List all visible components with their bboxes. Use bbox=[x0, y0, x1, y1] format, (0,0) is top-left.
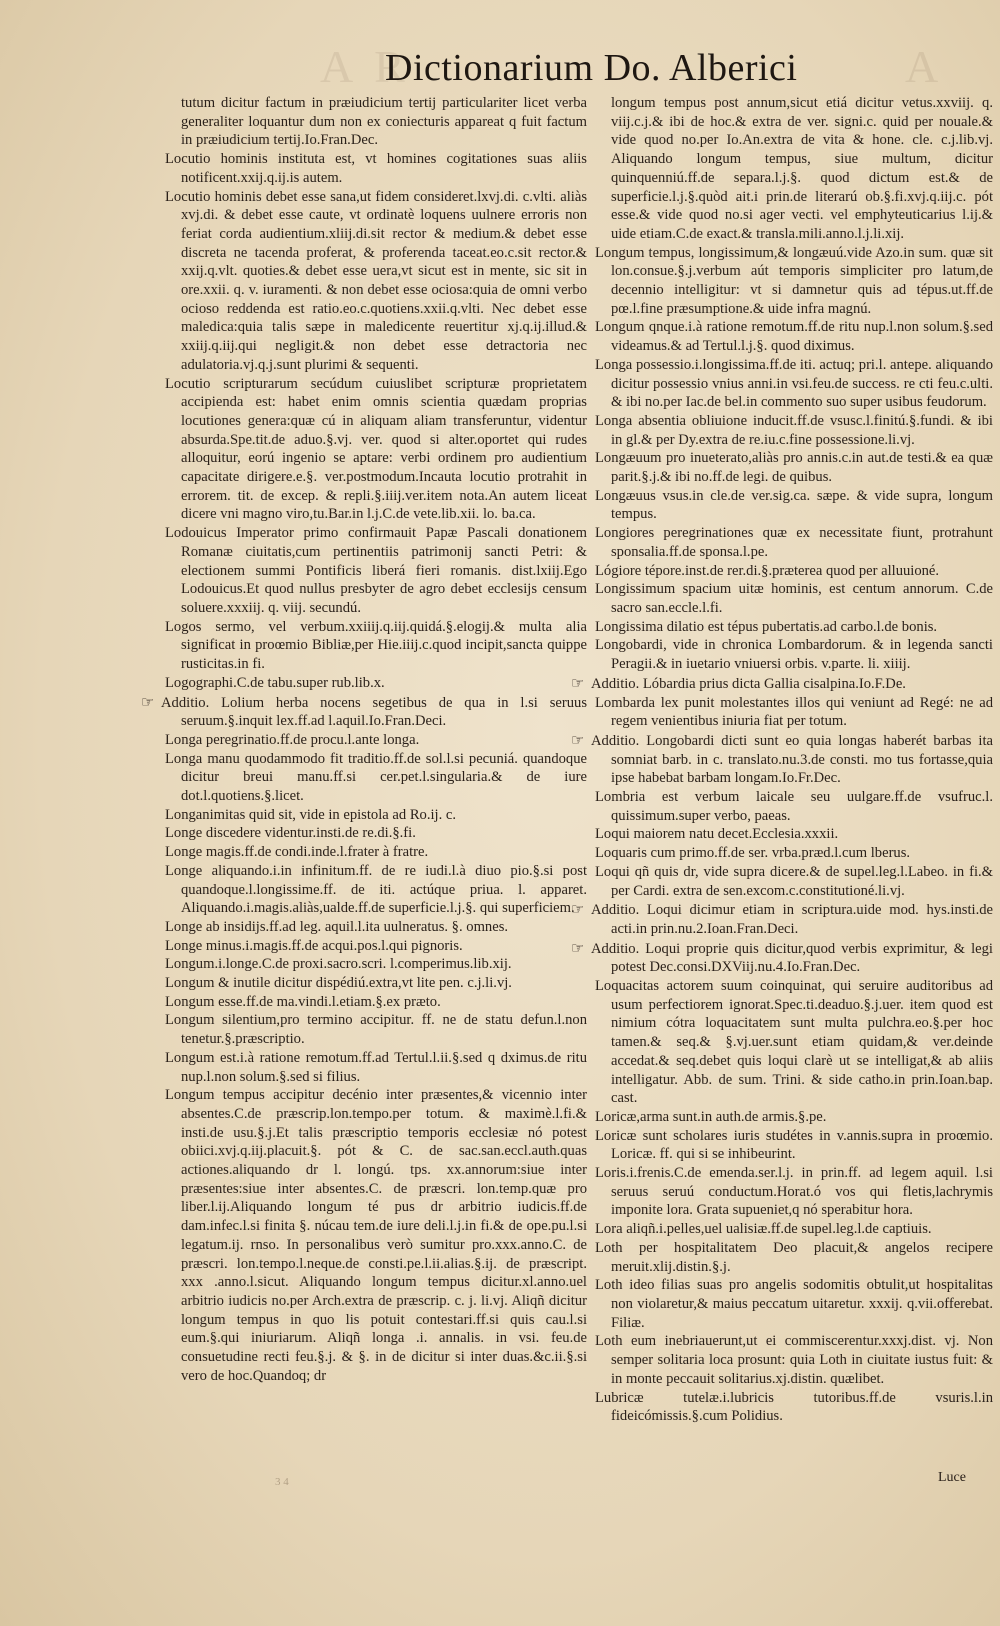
entry-text: Loquaris cum primo.ff.de ser. vrba.præd.l.cum lberus. bbox=[595, 845, 911, 862]
dictionary-entry bbox=[595, 977, 993, 1108]
entry-text: Loricæ sunt scholares iuris studétes in v.annis.supra in proœmio. Loricæ. ff. qui si se inhibeurint. bbox=[595, 1127, 993, 1163]
dictionary-entry bbox=[595, 487, 993, 524]
additio-entry: ☞ Additio. Longobardi dicti sunt eo quia longas haberét barbas ita somniat barb. in c. translato.nu.3.de consti. mo tus fortasse,quia ipse habebat barbam longam.Io.Fr.Dec. bbox=[571, 730, 993, 787]
left-column bbox=[141, 94, 587, 1386]
entry-text: Loth ideo filias suas pro angelis sodomitis obtulit,ut hospitalitas non violaretur,& maius peccatum uitaretur. xxxij. q.vii.offerebat. Filiæ. bbox=[595, 1277, 993, 1331]
show-through-text-right: A bbox=[905, 41, 945, 92]
dictionary-entry bbox=[595, 449, 993, 486]
entry-text: Additio. Loqui proprie quis dicitur,quod verbis exprimitur, & legi potest Dec.consi.DXViij.nu.4.Io.Fran.Dec. bbox=[591, 940, 993, 976]
additio-entry: ☞ Additio. Lolium herba nocens segetibus de qua in l.si seruus seruum.§.inquit lex.ff.ad l.aquil.Io.Fran.Deci. bbox=[141, 692, 587, 730]
dictionary-entry bbox=[165, 188, 587, 375]
dictionary-entry bbox=[595, 580, 993, 617]
catchword: Luce bbox=[938, 1470, 966, 1485]
entry-text: Longe minus.i.magis.ff.de acqui.pos.l.qui pignoris. bbox=[165, 937, 463, 954]
dictionary-entry bbox=[595, 788, 993, 825]
entry-text: longum tempus post annum,sicut etiá dicitur vetus.xxviij. q. viij.c.j.& ibi de hoc.& extra de ver. signi.c. quid per nouale.& vide quod no.per Io.An.extra de vita & hone. cle. c.j.lib.vj. Aliquando longum tempus, siue multum, dicitur quinquenniú.ff.de separa.l.j.§. quod dictum est.& de superficie.l.j.§.quòd ait.i prin.de literarú ob.§.fi.xvj.q.iij.c. pót esse.& vide quod no.si ager vecti. vel emphyteuticarius l.ij.& uide etiam.C.de exact.& transla.mili.anno.l.j.li.xij. bbox=[611, 95, 993, 242]
dictionary-entry bbox=[165, 974, 587, 993]
dictionary-entry bbox=[595, 694, 993, 731]
entry-text: tutum dicitur factum in præiudicium tertij particulariter licet verba generaliter loquantur dum non ex coniecturis appareat q fuit factum in præiudicium tertij.Io.Fran.Dec. bbox=[181, 95, 587, 149]
entry-text: Longe aliquando.i.in infinitum.ff. de re iudi.l.à diuo pio.§.si post quandoque.l.longissime.ff. de iti. actúque priua. l. apparet. Aliquando.i.magis.aliàs,ualde.ff.de superficie.l.j.§. qui superficiem. bbox=[165, 862, 587, 917]
dictionary-entry bbox=[165, 993, 587, 1012]
dictionary-entry bbox=[595, 1332, 993, 1388]
entry-text: Logos sermo, vel verbum.xxiiij.q.iij.quidá.§.elogij.& multa alia significat in proœmio Bibliæ,per Hie.iiij.c.quod incipit,sancta quippe rusticitas.in fi. bbox=[165, 618, 587, 673]
entry-text: Longum esse.ff.de ma.vindi.l.etiam.§.ex præto. bbox=[165, 993, 441, 1010]
dictionary-entry bbox=[595, 356, 993, 412]
entry-text: Longæuum pro inueterato,aliàs pro annis.c.in aut.de testi.& ea quæ parit.§.j.& ibi no.ff.de legi. de quibus. bbox=[595, 450, 993, 486]
dictionary-entry bbox=[595, 1389, 993, 1426]
continued-entry bbox=[595, 94, 993, 244]
right-column bbox=[571, 94, 993, 1426]
dictionary-entry bbox=[165, 862, 587, 918]
entry-text: Longum tempus, longissimum,& longæuú.vide Azo.in sum. quæ sit lon.consue.§.j.verbum aút temporis simpliciter pro latum,de decennio intelligitur: vt si damnetur quis ad tépus.ut.ff.de pœ.l.fine præsumptione.& uide infra magnú. bbox=[595, 244, 993, 317]
dictionary-entry bbox=[595, 1276, 993, 1332]
entry-text: Locutio hominis debet esse sana,ut fidem consideret.lxvj.di. c.vlti. aliàs xvj.di. & debet esse caute, vt ordinatè loquens uulnere erroris non feriat corda audientium.xliij.di.sit rector & medium.& debet esse discreta ne tacenda proferat, & proferenda taceat.eo.c.sit rector.& xxij.q.vlt. quoties.& debet esse uera,vt sicut est in mente, sic sit in ore.xxii. q. v. iuramenti. & non debet esse ociosa:quia de omni verbo ocioso reddenda est ratio.eo.c.quotiens.xxii.q.vlti. Nec debet esse maledica:quia talis sæpe in maledicente reuertitur xj.q.ij.illud.& xxiij.q.iij.qui negligit.& non debet esse detractoria nec adulatoria.vj.q.j.sunt plurimi & sequenti. bbox=[165, 188, 587, 373]
dictionary-entry bbox=[165, 674, 587, 693]
entry-text: Longobardi, vide in chronica Lombardorum. & in legenda sancti Peragii.& in iuetario vniuersi orbis. v.parte. li. xiiij. bbox=[595, 637, 993, 673]
entry-text: Longissima dilatio est tépus pubertatis.ad carbo.l.de bonis. bbox=[595, 618, 938, 635]
entry-text: Longa manu quodammodo fit traditio.ff.de sol.l.si pecuniá. quandoque dicitur breui manu.ff.si cer.pet.l.singularia.& de iure dot.l.quotiens.§.licet. bbox=[165, 750, 587, 805]
dictionary-entry bbox=[165, 918, 587, 937]
folio-mark: 3 4 bbox=[275, 1476, 289, 1488]
entry-text: Loqui qñ quis dr, vide supra dicere.& de supel.leg.l.Labeo. in fi.& per Cardi. extra de sen.excom.c.constitutioné.li.vj. bbox=[595, 863, 993, 899]
additio-entry: ☞ Additio. Loqui proprie quis dicitur,quod verbis exprimitur, & legi potest Dec.consi.DXViij.nu.4.Io.Fran.Dec. bbox=[571, 938, 993, 976]
dictionary-entry bbox=[595, 1127, 993, 1164]
dictionary-entry bbox=[165, 150, 587, 187]
dictionary-entry bbox=[595, 244, 993, 319]
entry-text: Loth per hospitalitatem Deo placuit,& angelos recipere meruit.xlij.distin.§.j. bbox=[595, 1239, 993, 1275]
dictionary-entry bbox=[595, 412, 993, 449]
dictionary-entry bbox=[595, 618, 993, 637]
running-header: Dictionarium Do. Alberici bbox=[385, 47, 798, 89]
dictionary-entry bbox=[165, 955, 587, 974]
entry-text: Lodouicus Imperator primo confirmauit Papæ Pascali donationem Romanæ ciuitatis,cum pertinentiis patrimonij sancti Petri: & electionem summi Pontificis liberá fieri romanis. dist.lxiij.Ego Lodouicus.Et quod nullus presbyter de agro debet ecclesijs censum soluere.xxxiij. q. viij. secundú. bbox=[165, 525, 587, 616]
dictionary-entry bbox=[165, 1086, 587, 1385]
entry-text: Longa absentia obliuione inducit.ff.de vsusc.l.finitú.§.fundi. & ibi in gl.& per Dy.extra de re.iu.c.fine possessione.li.vj. bbox=[595, 412, 993, 448]
entry-text: Longum.i.longe.C.de proxi.sacro.scri. l.comperimus.lib.xij. bbox=[165, 956, 512, 973]
entry-text: Loth eum inebriauerunt,ut ei commiscerentur.xxxj.dist. vj. Non semper solitaria loca prosunt: quia Loth in ciuitate iustus fuit: & in monte peccauit solitarius.xj.distin. quælibet. bbox=[595, 1333, 993, 1387]
dictionary-entry bbox=[595, 318, 993, 355]
entry-text: Lombarda lex punit molestantes illos qui veniunt ad Regé: ne ad regem venientibus iniuria fiat per totum. bbox=[595, 694, 993, 730]
entry-text: Loquacitas actorem suum coinquinat, qui seruire auditoribus ad usum perfectiorem ignorat.Spec.ti.deaduo.§.j.uer. item quod est nimium cótra loquacitatem sunt multa pulchra.eo.§.per hoc tamen.& seq.& §.vj.uer.sunt etiam quidam,& ver.deinde accedat.& seq.debet quis loqui clarè ut se intelligat,& ab aliis intelligatur. Abb. de sum. Trini. & side catho.in prin.Ioan.bap. cast. bbox=[595, 978, 993, 1107]
dictionary-entry bbox=[165, 843, 587, 862]
continued-entry bbox=[165, 94, 587, 150]
dictionary-entry bbox=[165, 824, 587, 843]
entry-text: Longe ab insidijs.ff.ad leg. aquil.l.ita uulneratus. §. omnes. bbox=[165, 918, 509, 935]
dictionary-entry bbox=[165, 937, 587, 956]
dictionary-entry bbox=[595, 1239, 993, 1276]
dictionary-entry bbox=[165, 1011, 587, 1048]
dictionary-entry bbox=[595, 863, 993, 900]
dictionary-entry bbox=[165, 375, 587, 525]
entry-text: Lubricæ tutelæ.i.lubricis tutoribus.ff.de vsuris.l.in fideicómissis.§.cum Polidius. bbox=[595, 1389, 993, 1425]
dictionary-entry bbox=[595, 1220, 993, 1239]
entry-text: Longe magis.ff.de condi.inde.l.frater à fratre. bbox=[165, 844, 429, 861]
entry-text: Longe discedere videntur.insti.de re.di.§.fi. bbox=[165, 825, 416, 842]
entry-text: Longum qnque.i.à ratione remotum.ff.de ritu nup.l.non solum.§.sed videamus.& ad Tertul.l.j.§. quod diximus. bbox=[595, 319, 993, 355]
entry-text: Longum & inutile dicitur dispédiú.extra,vt lite pen. c.j.li.vj. bbox=[165, 975, 512, 992]
dictionary-entry bbox=[165, 524, 587, 618]
show-through-text: A R bbox=[320, 41, 411, 92]
entry-text: Longæuus vsus.in cle.de ver.sig.ca. sæpe. & vide supra, longum tempus. bbox=[595, 487, 993, 523]
entry-text: Loris.i.frenis.C.de emenda.ser.l.j. in prin.ff. ad legem aquil. l.si seruus seruú conductum.Horat.ó vos qui fletis,lachrymis imponite lora. Grata supueniet,q nó sperabitur hora. bbox=[595, 1165, 993, 1219]
entry-text: Loqui maiorem natu decet.Ecclesia.xxxii. bbox=[595, 826, 839, 843]
dictionary-entry bbox=[595, 1164, 993, 1220]
entry-text: Additio. Lóbardia prius dicta Gallia cisalpina.Io.F.De. bbox=[591, 675, 906, 692]
entry-text: Additio. Lolium herba nocens segetibus de qua in l.si seruus seruum.§.inquit lex.ff.ad l.aquil.Io.Fran.Deci. bbox=[161, 694, 587, 730]
dictionary-entry bbox=[165, 731, 587, 750]
entry-text: Locutio scripturarum secúdum cuiuslibet scripturæ proprietatem accipienda est: habet enim omnis scientia quædam proprias locutiones genera:quæ cú in aliquam aliam transferuntur, videntur absurda.Spe.tit.de aduo.§.vj. ver. quod si alter.oportet qui rudes alloquitur, eorú ingenio se aptare: verbi ordinem pro audientium capacitate dirigere.e.§. ver.postmodum.Incauta locutio protrahit in errorem. tit. de excep. & repli.§.iiij.ver.item nota.An autem liceat dicere vni magno viro,tu.Bar.in l.j.C.de vete.lib.xii. lo. ba.ca. bbox=[165, 375, 587, 523]
entry-text: Lora aliqñ.i.pelles,uel ualisiæ.ff.de supel.leg.l.de captiuis. bbox=[595, 1221, 932, 1238]
entry-text: Logographi.C.de tabu.super rub.lib.x. bbox=[165, 674, 385, 691]
entry-text: Lombria est verbum laicale seu uulgare.ff.de vsufruc.l. quissimum.super verbo, paeas. bbox=[595, 789, 993, 824]
dictionary-entry bbox=[595, 562, 993, 581]
entry-text: Additio. Longobardi dicti sunt eo quia longas haberét barbas ita somniat barb. in c. translato.nu.3.de consti. mo tus fortasse,quia ipse habebat barbam longam.Io.Fr.Dec. bbox=[591, 732, 993, 787]
dictionary-entry bbox=[165, 806, 587, 825]
dictionary-entry bbox=[165, 618, 587, 674]
dictionary-entry bbox=[595, 636, 993, 673]
dictionary-entry bbox=[165, 1049, 587, 1086]
entry-text: Longanimitas quid sit, vide in epistola ad Ro.ij. c. bbox=[165, 806, 457, 823]
dictionary-entry bbox=[595, 844, 993, 863]
entry-text: Longum tempus accipitur decénio inter præsentes,& vicennio inter absentes.C.de præscrip.lon.tempo.per totum. & maximè.l.fi.& insti.de usu.§.j.Et talis præscriptio temporis ecclesiæ nó potest obiici.xvj.q.iij.placuit.§. pót & C. de sac.san.eccl.auth.quas actiones.aliquando dr l. longú. tps. xx.annorum:siue inter præsentes:siue inter absentes.C. de præscri. lon.temp.quæ pro liber.l.ij.Aliquando longum té pus dr arbitrio iudicis.ff.de dam.infec.l.si finita §. núcau tem.de iure deli.l.j.in fi.& de ope.pu.l.si legatum.ij. rnso. In personalibus verò sumitur pro.xxx.anno.C. de præscri. lon.tempo.l.neque.de consti.pe.l.ii.alias.§.ij. de præscript. xxx .anno.l.sicut. Aliquando longum tempus dicitur.xl.anno.uel arbitrio iudicis no.per Arch.extra de præscrip. c. j. li.vj. Aliqñ dicitur longum tempus in quo lis potuit contestari.ff.si quis cau.l.si eum.§.qui iniuriarum. Aliqñ longa .i. annalis. in vsi. feu.de consuetudine recti feu.§.j. & §. in de dicitur si inter duas.&c.ii.§.si vero de hoc.Quandoq; dr bbox=[165, 1087, 587, 1384]
entry-text: Locutio hominis instituta est, vt homines cogitationes suas aliis notificent.xxij.q.ij.is autem. bbox=[165, 151, 587, 186]
entry-text: Additio. Loqui dicimur etiam in scriptura.uide mod. hys.insti.de acti.in prin.nu.2.Ioan.Fran.Deci. bbox=[591, 902, 993, 937]
entry-text: Longum est.i.à ratione remotum.ff.ad Tertul.l.ii.§.sed q dximus.de ritu nup.l.non solum.§.sed si filius. bbox=[165, 1049, 587, 1085]
dictionary-entry bbox=[165, 750, 587, 806]
dictionary-entry bbox=[595, 1108, 993, 1127]
dictionary-entry bbox=[595, 825, 993, 844]
entry-text: Loricæ,arma sunt.in auth.de armis.§.pe. bbox=[595, 1108, 827, 1125]
entry-text: Longa peregrinatio.ff.de procu.l.ante longa. bbox=[165, 731, 420, 748]
entry-text: Lógiore tépore.inst.de rer.di.§.præterea quod per alluuioné. bbox=[595, 562, 940, 579]
additio-entry: ☞ Additio. Lóbardia prius dicta Gallia cisalpina.Io.F.De. bbox=[571, 673, 906, 692]
entry-text: Longiores peregrinationes quæ ex necessitate fiunt, protrahunt sponsalia.ff.de sponsa.l.pe. bbox=[595, 525, 993, 560]
entry-text: Longum silentium,pro termino accipitur. ff. ne de statu defun.l.non tenetur.§.præscriptio. bbox=[165, 1012, 587, 1048]
entry-text: Longa possessio.i.longissima.ff.de iti. actuq; pri.l. antepe. aliquando dicitur possessio vnius anni.in vsi.feu.de success. re cti feu.c.ulti. & ibi no.per Iac.de bel.in commento suo super usibus feudorum. bbox=[595, 356, 993, 411]
dictionary-entry bbox=[595, 524, 993, 561]
entry-text: Longissimum spacium uitæ hominis, est centum annorum. C.de sacro san.eccle.l.fi. bbox=[595, 581, 993, 616]
additio-entry: ☞ Additio. Loqui dicimur etiam in scriptura.uide mod. hys.insti.de acti.in prin.nu.2.Ioan.Fran.Deci. bbox=[571, 900, 993, 937]
